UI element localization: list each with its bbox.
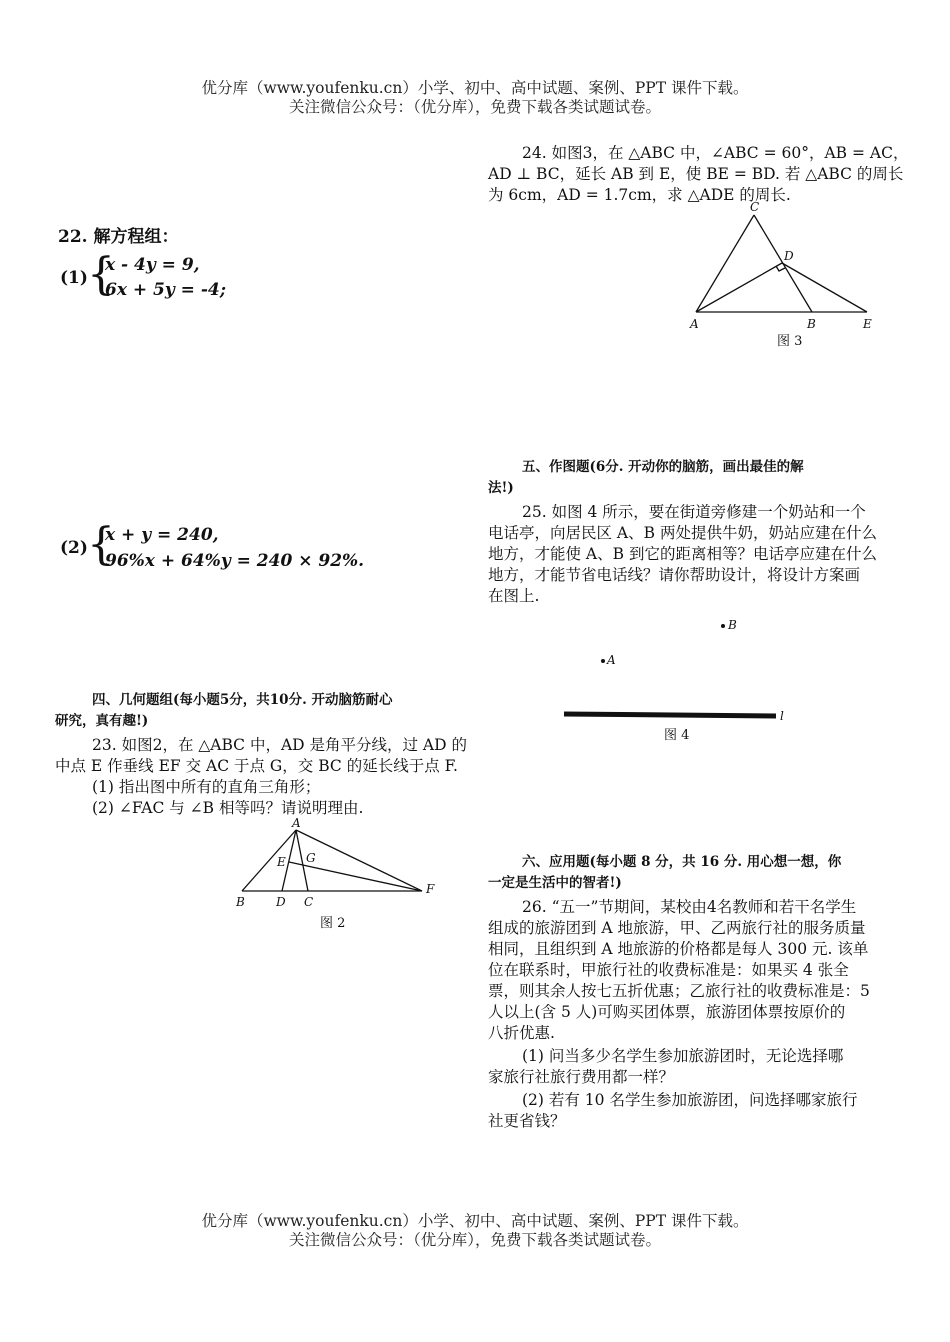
fig3-label-c: C [750, 201, 760, 214]
header-line-1: 优分库（www.youfenku.cn）小学、初中、高中试题、案例、PPT 课件下载。 [201, 79, 749, 97]
section6-title-2: 一定是生活中的智者!) [488, 875, 622, 891]
fig2-line-ef [289, 862, 422, 891]
section5-title: 五、作图题(6分. 开动你的脑筋，画出最佳的解 [522, 459, 804, 475]
q26-line-6: 人以上(含 5 人)可购买团体票，旅游团体票按原价的 [488, 1003, 846, 1021]
fig2-label-e: E [277, 855, 286, 869]
q26-line-3: 相同，且组织到 A 地旅游的价格都是每人 300 元. 该单 [488, 940, 869, 958]
q22-p1-label: (1) [60, 268, 88, 288]
fig3-label-e: E [863, 317, 872, 331]
q22-p1-eq1: x - 4y = 9, [105, 255, 200, 275]
fig2-label-c: C [304, 895, 314, 909]
fig4-caption: 图 4 [664, 728, 690, 742]
fig4-label-b: B [728, 618, 737, 632]
q22-p2-eq1: x + y = 240, [105, 525, 219, 545]
brace-icon: { [87, 249, 115, 300]
footer-line-2: 关注微信公众号：（优分库），免费下载各类试题试卷。 [288, 1231, 661, 1249]
fig2-label-a: A [292, 818, 301, 830]
fig3-right-angle-mark [776, 266, 785, 271]
fig4-label-l: l [780, 709, 784, 723]
q22-p2-eq2: 96%x + 64%y = 240 × 92%. [105, 551, 365, 571]
q26-line-7: 八折优惠. [488, 1024, 555, 1042]
q24-line-2: AD ⊥ BC，延长 AB 到 E，使 BE = BD. 若 △ABC 的周长 [488, 165, 904, 183]
q25-line-1: 25. 如图 4 所示，要在街道旁修建一个奶站和一个 [522, 503, 866, 521]
section5-title-2: 法!) [488, 480, 514, 496]
figure-4 [560, 612, 800, 742]
fig3-label-b: B [807, 317, 816, 331]
footer-line-1: 优分库（www.youfenku.cn）小学、初中、高中试题、案例、PPT 课件下载。 [201, 1212, 749, 1230]
fig3-segment-de [782, 263, 867, 312]
q26-line-4: 位在联系时，甲旅行社的收费标准是：如果买 4 张全 [488, 961, 849, 979]
fig3-caption: 图 3 [777, 334, 803, 349]
fig3-label-d: D [784, 249, 794, 263]
fig2-label-b: B [236, 895, 245, 909]
fig3-label-a: A [690, 317, 699, 331]
header-line-2: 关注微信公众号：（优分库），免费下载各类试题试卷。 [288, 98, 661, 116]
fig2-label-g: G [306, 851, 316, 865]
fig4-point-a [601, 659, 605, 663]
fig2-caption: 图 2 [320, 916, 346, 931]
q22-title: 22. 解方程组： [58, 227, 179, 247]
q25-line-4: 地方，才能节省电话线？请你帮助设计，将设计方案画 [488, 566, 861, 584]
q26-line-8: (1) 问当多少名学生参加旅游团时，无论选择哪 [522, 1047, 844, 1065]
q23-line-4: (2) ∠FAC 与 ∠B 相等吗？请说明理由. [92, 799, 364, 817]
fig4-street-line [564, 714, 776, 716]
section4-title-2: 研究，真有趣!) [55, 713, 149, 729]
fig3-segment-ad [696, 263, 782, 312]
q24-line-1: 24. 如图3，在 △ABC 中，∠ABC = 60°，AB = AC， [522, 144, 909, 162]
q24-line-3: 为 6cm，AD = 1.7cm，求 △ADE 的周长. [488, 186, 791, 204]
q26-line-1: 26. “五一”节期间，某校由4名教师和若干名学生 [522, 898, 857, 916]
q23-line-1: 23. 如图2，在 △ABC 中，AD 是角平分线，过 AD 的 [92, 736, 467, 754]
fig2-label-d: D [276, 895, 286, 909]
q22-p1-eq2: 6x + 5y = -4; [105, 280, 226, 300]
fig2-side-ab [242, 830, 296, 891]
section4-title: 四、几何题组(每小题5分，共10分. 开动脑筋耐心 [92, 692, 393, 708]
fig4-point-b [721, 624, 725, 628]
q22-p2-label: (2) [60, 538, 88, 558]
q25-line-5: 在图上. [488, 587, 540, 605]
fig4-label-a: A [607, 653, 616, 667]
brace-icon: { [87, 519, 115, 570]
q26-line-2: 组成的旅游团到 A 地旅游，甲、乙两旅行社的服务质量 [488, 919, 866, 937]
q25-line-3: 地方，才能使 A、B 到它的距离相等？电话亭应建在什么 [488, 545, 877, 563]
q26-line-10: (2) 若有 10 名学生参加旅游团，问选择哪家旅行 [522, 1091, 858, 1109]
fig2-label-f: F [426, 882, 435, 896]
q26-line-9: 家旅行社旅行费用都一样？ [488, 1068, 675, 1086]
figure-3 [684, 201, 894, 351]
figure-2 [230, 818, 450, 933]
fig3-side-ac [696, 215, 754, 312]
q26-line-11: 社更省钱？ [488, 1112, 566, 1130]
q23-line-2: 中点 E 作垂线 EF 交 AC 于点 G，交 BC 的延长线于点 F. [55, 757, 458, 775]
q23-line-3: (1) 指出图中所有的直角三角形； [92, 778, 321, 796]
q26-line-5: 票，则其余人按七五折优惠；乙旅行社的收费标准是：5 [488, 982, 870, 1000]
q25-line-2: 电话亭，向居民区 A、B 两处提供牛奶，奶站应建在什么 [488, 524, 877, 542]
section6-title: 六、应用题(每小题 8 分，共 16 分. 用心想一想，你 [522, 854, 842, 870]
